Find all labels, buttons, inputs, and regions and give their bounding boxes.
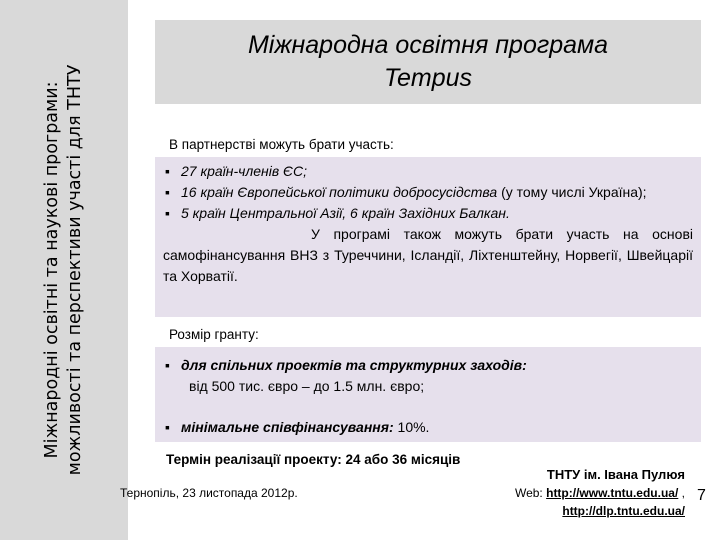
slide-title-line1: Міжнародна освітня програма — [247, 31, 609, 59]
grant-bullet-joint-title: для спільних проектів та структурних заходів: — [181, 357, 527, 373]
grant-bullet-cofinance-title: мінімальне співфінансування: — [181, 419, 394, 435]
grant-bullet-joint-amount: від 500 тис. євро – до 1.5 млн. євро; — [189, 378, 425, 394]
footer-university: ТНТУ ім. Івана Пулюя — [546, 467, 685, 482]
slide-title-line2: Tempus — [383, 64, 472, 92]
term-text: Термін реалізації проекту: 24 або 36 місяців — [166, 452, 461, 467]
page-number: 7 — [697, 487, 706, 504]
slide-title — [155, 20, 701, 104]
grant-bullet-joint — [163, 355, 693, 397]
participants-label: В партнерстві можуть брати участь: — [169, 137, 394, 152]
footer-link-dlp[interactable]: http://dlp.tntu.edu.ua/ — [562, 504, 685, 518]
participants-box — [155, 157, 701, 317]
footer-place-date: Тернопіль, 23 листопада 2012р. — [120, 486, 298, 500]
participants-bullet-asia: ▪ 5 країн Центральної Азії, 6 країн Західних Балкан. — [163, 203, 693, 224]
sidebar-title — [41, 10, 87, 530]
footer-web-label: Web: — [514, 486, 543, 500]
participants-bullet-enp — [163, 182, 693, 203]
footer-web-line — [470, 484, 685, 502]
participants-paragraph: У програмі також можуть брати участь на основі самофінансування ВНЗ з Туреччини, Ісландії, Ліхтенштейну, Норвегії, Швейцарії та Хорватії. — [163, 226, 693, 284]
participants-bullet-eu: ▪ 27 країн-членів ЄС; — [163, 161, 693, 182]
grant-bullet-cofinance — [163, 417, 693, 438]
footer-link-separator: , — [681, 486, 685, 500]
participants-bullet-enp-text: 16 країн Європейської політики добросусідства — [181, 184, 498, 200]
sidebar-panel — [0, 0, 128, 540]
footer-link-tntu[interactable]: http://www.tntu.edu.ua/ — [546, 486, 679, 500]
sidebar-title-line2: можливості та перспективи участі для ТНТУ — [65, 64, 85, 476]
sidebar-title-line1: Міжнародні освітні та наукові програми: — [42, 81, 62, 459]
grant-bullet-cofinance-value: 10%. — [397, 419, 430, 435]
grant-label: Розмір гранту: — [169, 327, 259, 342]
grant-box — [155, 347, 701, 442]
participants-bullet-enp-note: (у тому числі Україна); — [501, 184, 647, 200]
footer-contacts — [470, 466, 685, 520]
footer-web-line-2 — [470, 502, 685, 520]
